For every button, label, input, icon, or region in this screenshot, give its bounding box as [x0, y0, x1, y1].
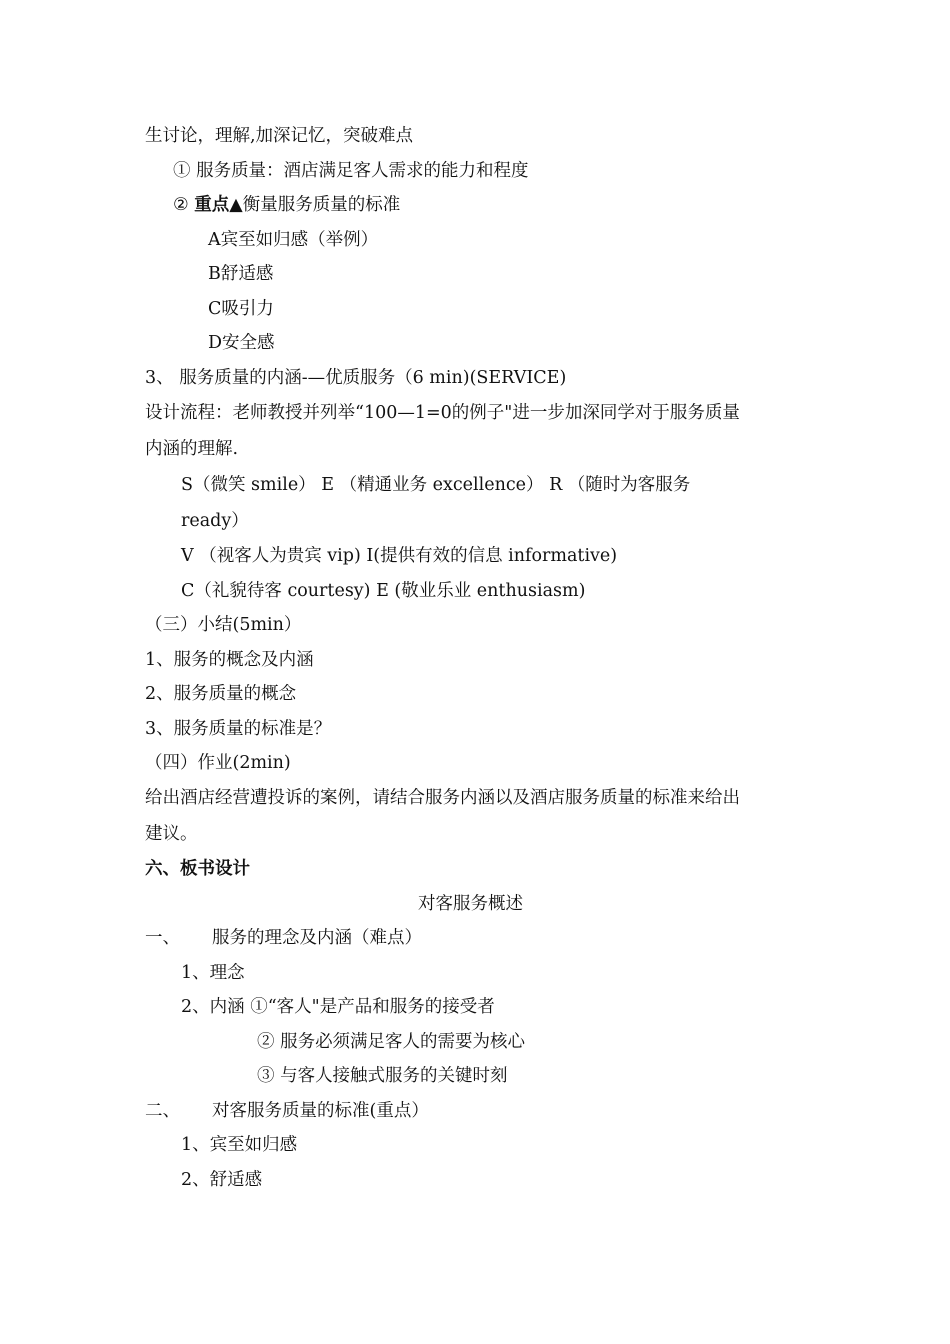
- text-line: 1、理念: [181, 963, 245, 983]
- text-line: 建议。: [145, 824, 198, 844]
- text-segment: 衡量服务质量的标准: [242, 195, 401, 215]
- circled-number: ②: [173, 195, 189, 215]
- text-line: [145, 1099, 429, 1123]
- text-line: ① 服务质量：酒店满足客人需求的能力和程度: [173, 161, 529, 181]
- text-line: 内涵的理解.: [145, 439, 239, 459]
- text-line: 1、宾至如归感: [181, 1135, 298, 1155]
- text-line: ② 服务必须满足客人的需要为核心: [257, 1032, 526, 1052]
- text-line: C（礼貌待客 courtesy) E (敬业乐业 enthusiasm): [181, 581, 586, 601]
- text-line: 生讨论，理解,加深记忆，突破难点: [145, 126, 414, 146]
- text-line: B舒适感: [208, 264, 274, 284]
- text-line: ③ 与客人接触式服务的关键时刻: [257, 1066, 508, 1086]
- text-line: V （视客人为贵宾 vip) I(提供有效的信息 informative): [181, 546, 618, 566]
- text-line: 1、服务的概念及内涵: [145, 650, 314, 670]
- text-line: 3、 服务质量的内涵-—优质服务（6 min)(SERVICE): [145, 368, 567, 388]
- text-segment: 服务的理念及内涵（难点）: [212, 928, 422, 948]
- section-heading-bold: 六、板书设计: [145, 859, 250, 879]
- text-line: ready）: [181, 511, 249, 531]
- text-line: 2、舒适感: [181, 1170, 263, 1190]
- text-line: 3、服务质量的标准是？: [145, 719, 332, 739]
- text-line: [145, 926, 422, 950]
- text-line: 给出酒店经营遭投诉的案例，请结合服务内涵以及酒店服务质量的标准来给出: [145, 788, 740, 808]
- board-title: 对客服务概述: [418, 894, 523, 914]
- text-segment: 对客服务质量的标准(重点）: [212, 1101, 429, 1121]
- text-line: 2、服务质量的概念: [145, 684, 297, 704]
- section-heading: （三）小结(5min）: [145, 615, 302, 635]
- text-line: 设计流程：老师教授并列举“100—1=0的例子"进一步加深同学对于服务质量: [145, 403, 740, 423]
- list-number: 一、: [145, 928, 180, 948]
- text-line: [173, 193, 400, 217]
- text-line: A宾至如归感（举例）: [208, 230, 379, 250]
- section-heading: （四）作业(2min): [145, 753, 291, 773]
- text-line: C吸引力: [208, 299, 274, 319]
- text-line: S（微笑 smile） E （精通业务 excellence） R （随时为客服务: [181, 475, 691, 495]
- text-line: 2、内涵 ①“客人"是产品和服务的接受者: [181, 997, 495, 1017]
- list-number: 二、: [145, 1101, 180, 1121]
- emphasis-key-point: 重点▲: [194, 195, 243, 215]
- text-line: D安全感: [208, 333, 275, 353]
